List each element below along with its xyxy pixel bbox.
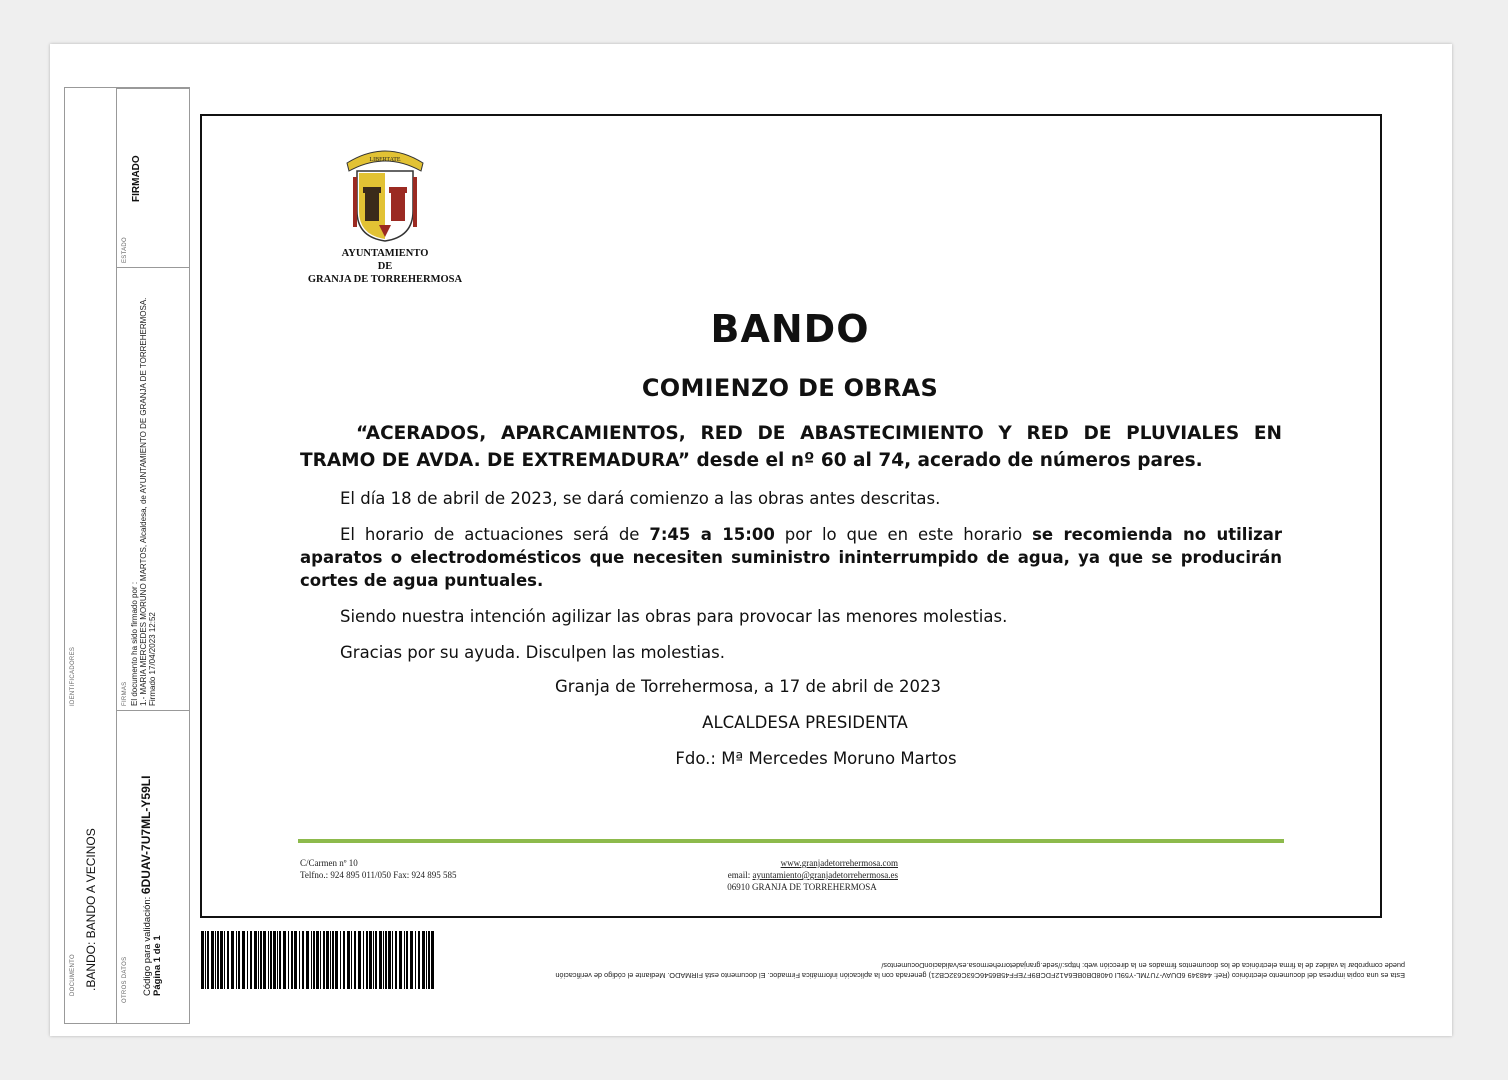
firmas-line1: El documento ha sido firmado por : xyxy=(130,581,139,706)
barcode-icon xyxy=(201,931,437,989)
documento-label: DOCUMENTO xyxy=(70,954,76,996)
documento-value xyxy=(84,828,98,991)
p2-hours: 7:45 a 15:00 xyxy=(649,525,775,544)
paragraph-intention: Siendo nuestra intención agilizar las obras para provocar las menores molestias. xyxy=(340,607,1008,626)
p2-recommendation: se recomienda no utilizar aparatos o electrodomésticos que necesiten suministro ininterrumpido de agua, ya que se producirán cortes de agua puntuales. xyxy=(300,525,1282,590)
paragraph-schedule xyxy=(300,523,1282,592)
place-date: Granja de Torrehermosa, a 17 de abril de 2023 xyxy=(555,677,941,696)
validation-code-value: 6DUAV-7U7ML-Y59LI xyxy=(139,775,153,895)
footer-postal: 06910 GRANJA DE TORREHERMOSA xyxy=(727,882,877,892)
sidebar-separator xyxy=(116,710,189,711)
footer-divider xyxy=(298,839,1284,843)
sidebar-separator xyxy=(116,267,189,268)
org-line1: AYUNTAMIENTO xyxy=(341,248,429,259)
p2-text-a: El horario de actuaciones será de xyxy=(340,525,650,544)
paragraph-thanks: Gracias por su ayuda. Disculpen las molestias. xyxy=(340,643,725,662)
footer-address xyxy=(300,857,457,881)
p2-indent xyxy=(300,525,340,544)
org-line3: GRANJA DE TORREHERMOSA xyxy=(307,274,463,285)
footer-website-link[interactable]: www.granjadetorrehermosa.com xyxy=(780,858,898,868)
signer-role: ALCALDESA PRESIDENTA xyxy=(702,713,908,732)
organization-name xyxy=(300,247,470,286)
crest-motto: LIBERTATE xyxy=(369,157,401,163)
coat-of-arms-icon xyxy=(345,141,425,245)
signature-sidebar xyxy=(64,87,190,1024)
identificadores-label: IDENTIFICADORES xyxy=(70,646,76,706)
footer-phones: Telfno.: 924 895 011/050 Fax: 924 895 585 xyxy=(300,870,457,880)
paragraph-start-date: El día 18 de abril de 2023, se dará comienzo a las obras antes descritas. xyxy=(340,489,941,508)
footer-contact xyxy=(690,857,898,893)
verification-line1: Esta es una copia impresa del documento electrónico (Ref: 448349 6DUAV-7U7ML-Y59LI 0408DB0BE6A12FDCB9F7EFF45B6546C63C632CB21) generada con la aplicación informática Firmadoc. El documento está FIRMADO. Mediante el código de verificación xyxy=(555,971,1405,980)
lead-indent xyxy=(300,423,356,444)
org-line2: DE xyxy=(377,261,393,272)
lead-paragraph xyxy=(300,420,1282,474)
page-title: BANDO xyxy=(710,307,870,351)
sidebar-divider xyxy=(116,88,117,1023)
validation-code xyxy=(139,776,153,996)
page-subtitle: COMIENZO DE OBRAS xyxy=(641,374,939,402)
estado-value: FIRMADO xyxy=(131,155,142,202)
firmas-line2: 1.- MARIA MERCEDES MORUNO MARTOS, Alcaldesa, de AYUNTAMIENTO DE GRANJA DE TORREHERMOSA. xyxy=(139,297,148,706)
sidebar-separator xyxy=(116,88,189,89)
documento-value-text: .BANDO: BANDO A VECINOS xyxy=(84,828,98,991)
verification-text xyxy=(440,960,1405,980)
firmas-line3: Firmado 17/04/2023 12:52 xyxy=(148,612,157,706)
signer-name: Fdo.: Mª Mercedes Moruno Martos xyxy=(675,749,957,768)
p2-text-c: por lo que en este horario xyxy=(774,525,1033,544)
otros-datos-label: OTROS DATOS xyxy=(122,956,128,1003)
validation-code-prefix: Código para validación: xyxy=(142,896,153,996)
estado-label: ESTADO xyxy=(122,236,128,263)
lead-text: “ACERADOS, APARCAMIENTOS, RED DE ABASTECIMIENTO Y RED DE PLUVIALES EN TRAMO DE AVDA. DE EXTREMADURA” desde el nº 60 al 74, acerado de números pares. xyxy=(300,423,1282,471)
page-count: Página 1 de 1 xyxy=(152,935,163,996)
verification-line2: puede comprobar la validez de la firma electrónica de los documentos firmados en la dirección web: https://sede.granjadetorrehermosa.es/validacionDocumentos/ xyxy=(881,961,1405,970)
footer-email-prefix: email: xyxy=(727,870,753,880)
footer-email-link[interactable]: ayuntamiento@granjadetorrehermosa.es xyxy=(752,870,898,880)
firmas-label: FIRMAS xyxy=(122,681,128,706)
footer-street: C/Carmen nº 10 xyxy=(300,858,358,868)
